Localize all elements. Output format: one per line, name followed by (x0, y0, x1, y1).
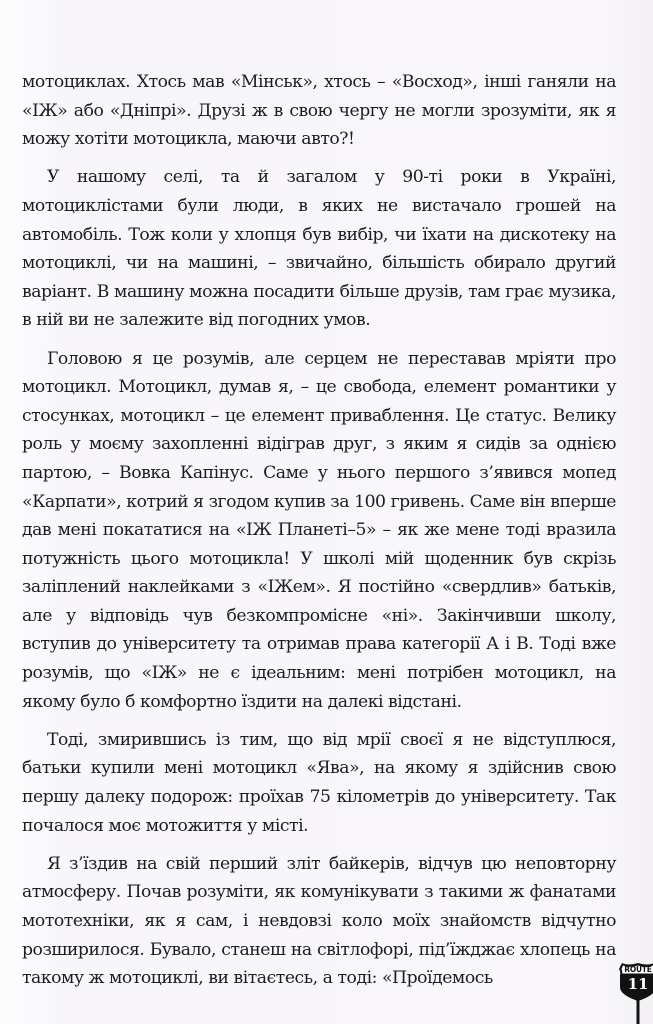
body-text (22, 68, 616, 1002)
route-label: ROUTE (624, 965, 652, 974)
paragraph: Тоді, змирившись із тим, що від мрії своєї я не відступлюся, батьки купили мені мотоцикл «Ява», на якому я здійснив свою першу далеку подорож: проїхав 75 кілометрів до університету. Так почалося моє мотожиття у місті. (22, 729, 616, 836)
paragraph: Я з’їздив на свій перший зліт байкерів, відчув цю неповторну атмосферу. Почав розуміти, як комунікувати з такими ж фанатами мототехніки, як я сам, і невдовзі коло моїх знайомств відчутно розширилося. Бувало, станеш на світлофорі, під’їжджає хлопець на такому ж мотоциклі, ви вітаєтесь, а тоді: «Проїдемось (22, 853, 616, 989)
page-number-badge (618, 961, 653, 1024)
paragraph: У нашому селі, та й загалом у 90-ті роки в Україні, мотоциклістами були люди, в яких не вистачало грошей на автомобіль. Тож коли у хлопця був вибір, чи їхати на дискотеку на мотоциклі, чи на машині, – звичайно, більшість обирало другий варіант. В машину можна посадити більше друзів, там грає музика, в ній ви не залежите від погодних умов. (22, 167, 616, 331)
page-number: 11 (627, 975, 649, 993)
paragraph: Головою я це розумів, але серцем не переставав мріяти про мотоцикл. Мотоцикл, думав я, – це свобода, елемент романтики у стосунках, мотоцикл – це елемент приваблення. Це статус. Велику роль у моєму захопленні відіграв друг, з яким я сидів за однією партою, – Вовка Капінус. Саме у нього першого з’явився мопед «Карпати», котрий я згодом купив за 100 гривень. Саме він вперше дав мені покататися на «ІЖ Планеті–5» – як же мене тоді вразила потужність цього мотоцикла! У школі мій щоденник був скрізь заліплений наклейками з «ІЖем». Я постійно «свердлив» батьків, але у відповідь чув безкомпромісне «ні». Закінчивши школу, вступив до університету та отримав права категорії А і В. Тоді вже розумів, що «ІЖ» не є ідеальним: мені потрібен мотоцикл, на якому було б комфортно їздити на далекі відстані. (22, 348, 616, 712)
paragraph-continued: мотоциклах. Хтось мав «Мінськ», хтось – «Восход», інші ганяли на «ІЖ» або «Дніпрі». Друзі ж в свою чергу не могли зрозуміти, як я можу хотіти мотоцикла, маючи авто?! (22, 72, 616, 150)
